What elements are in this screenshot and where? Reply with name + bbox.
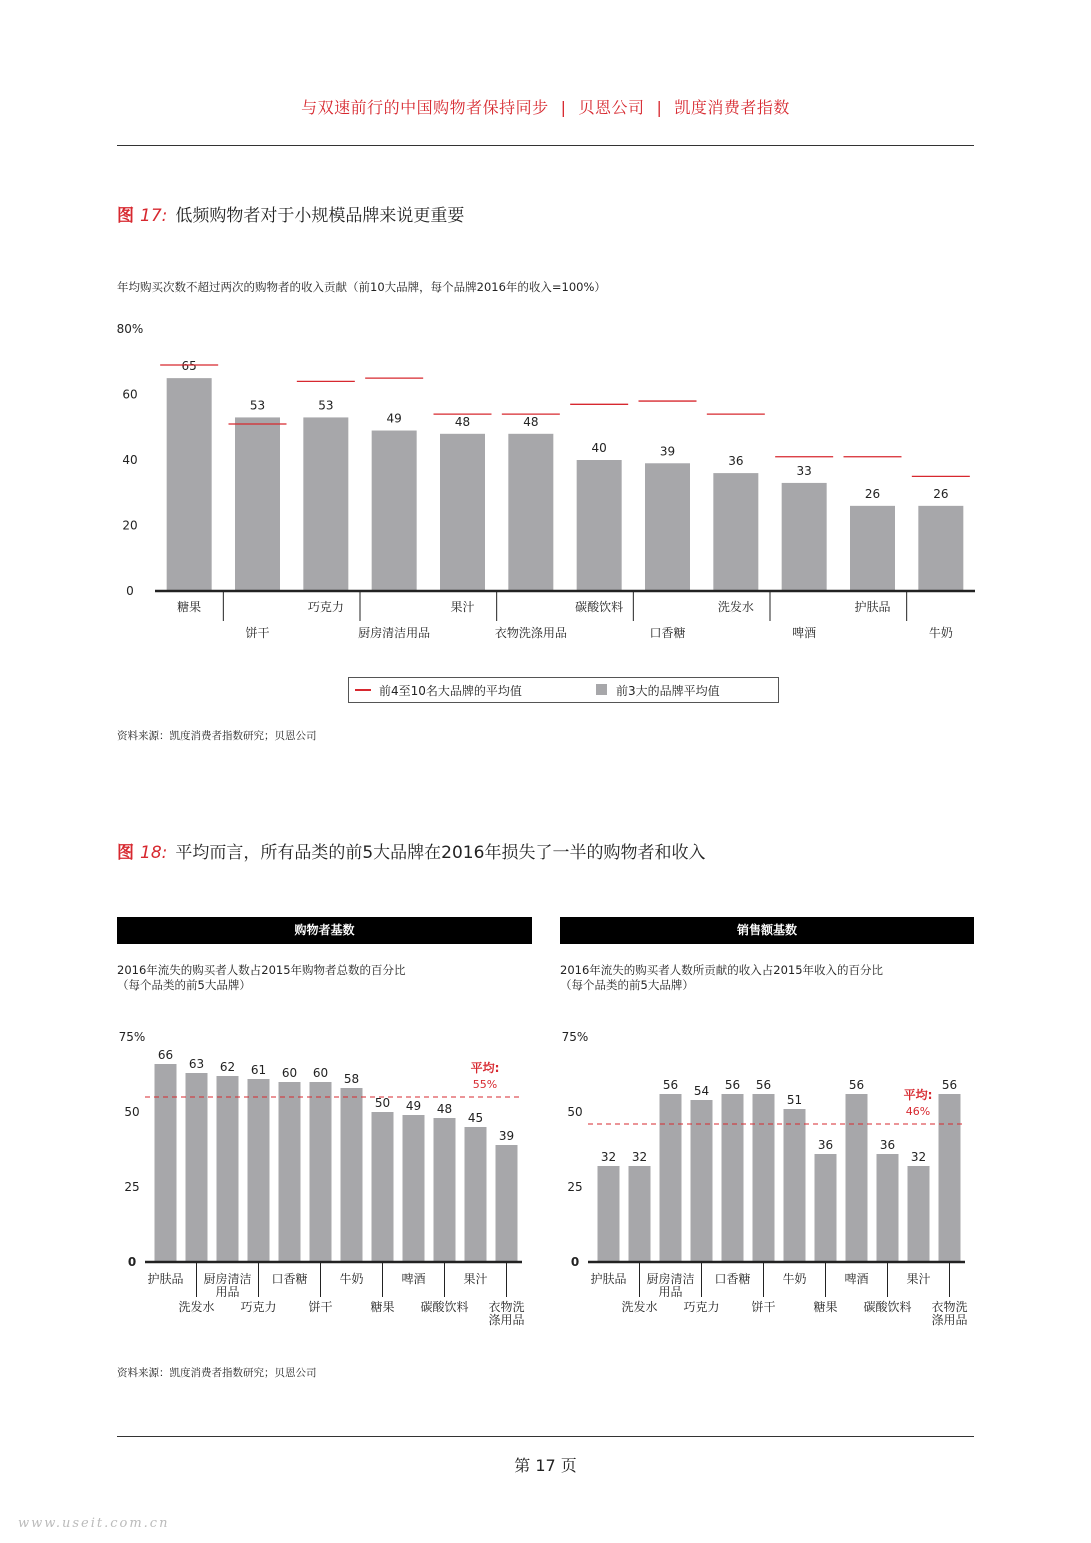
- bar-value-label: 50: [374, 1096, 391, 1110]
- average-value: 55%: [472, 1078, 498, 1091]
- bar-9: [877, 1154, 899, 1262]
- y-tick-label: 50: [567, 1105, 583, 1119]
- figure17-label: 图: [117, 206, 134, 226]
- bar-10: [465, 1127, 487, 1262]
- category-label: 糖果: [813, 1300, 838, 1314]
- category-label: 牛奶: [782, 1272, 807, 1286]
- bar-value-label: 58: [343, 1072, 360, 1086]
- sales-base-chart: [553, 1020, 978, 1340]
- bar-value-label: 56: [724, 1078, 741, 1092]
- bar-4: [722, 1094, 744, 1262]
- bar-value-label: 36: [728, 454, 744, 469]
- bar-7: [815, 1154, 837, 1262]
- category-label: 巧克力: [307, 600, 344, 614]
- bar-value-label: 66: [157, 1048, 174, 1062]
- y-tick-label: 50: [124, 1105, 140, 1119]
- footer-divider: [117, 1436, 974, 1437]
- header-divider: [117, 145, 974, 146]
- bar-5: [310, 1082, 332, 1262]
- y-tick-label: 0: [570, 1255, 580, 1269]
- bar-value-label: 48: [523, 414, 539, 429]
- bar-value-label: 62: [219, 1060, 236, 1074]
- category-label: 饼干: [751, 1300, 776, 1314]
- bar-4: [279, 1082, 301, 1262]
- bar-value-label: 39: [659, 444, 676, 459]
- category-label: 口香糖: [649, 626, 686, 640]
- bar-value-label: 48: [436, 1102, 453, 1116]
- y-tick-label: 25: [124, 1180, 140, 1194]
- category-label: 啤酒: [792, 626, 817, 640]
- bar-top3-6: [577, 460, 622, 591]
- running-header: [0, 95, 1091, 118]
- category-label: 碳酸饮料: [575, 600, 624, 614]
- figure17-title: [117, 201, 464, 226]
- bar-8: [403, 1115, 425, 1262]
- shopper-base-header: 购物者基数: [117, 917, 532, 944]
- bar-value-label: 33: [796, 463, 812, 478]
- y-tick-label: 0: [127, 1255, 137, 1269]
- y-tick-label: 25: [567, 1180, 583, 1194]
- category-label: 口香糖: [714, 1272, 751, 1286]
- bar-1: [629, 1166, 651, 1262]
- bar-value-label: 49: [405, 1099, 422, 1113]
- header-title-3: 凯度消费者指数: [674, 98, 790, 117]
- bar-top3-10: [850, 506, 895, 591]
- bar-10: [908, 1166, 930, 1262]
- category-label: 果汁: [463, 1272, 488, 1286]
- watermark: www.useit.com.cn: [18, 1516, 170, 1531]
- header-separator: |: [656, 98, 663, 117]
- category-label: 厨房清洁用品: [203, 1272, 252, 1299]
- figure17-source: 资料来源：凯度消费者指数研究；贝恩公司: [117, 730, 317, 742]
- figure17-chart: [110, 315, 980, 650]
- bar-top3-0: [167, 378, 212, 591]
- bar-value-label: 60: [312, 1066, 329, 1080]
- bar-top3-1: [235, 417, 280, 591]
- bar-value-label: 32: [600, 1150, 617, 1164]
- category-label: 洗发水: [717, 600, 754, 614]
- category-label: 牛奶: [928, 626, 953, 640]
- category-label: 衣物洗涤用品: [494, 626, 567, 640]
- figure17-subtitle: 年均购买次数不超过两次的购物者的收入贡献（前10大品牌，每个品牌2016年的收入=100%）: [117, 280, 606, 294]
- figure18-source: 资料来源：凯度消费者指数研究；贝恩公司: [117, 1367, 317, 1379]
- bar-value-label: 26: [933, 486, 949, 501]
- bar-0: [598, 1166, 620, 1262]
- bar-6: [784, 1109, 806, 1262]
- bar-3: [248, 1079, 270, 1262]
- bar-value-label: 53: [249, 398, 266, 413]
- legend-gray-bar-swatch: [596, 684, 607, 695]
- category-label: 果汁: [906, 1272, 931, 1286]
- bar-2: [217, 1076, 239, 1262]
- category-label: 巧克力: [240, 1300, 277, 1314]
- bar-top3-2: [303, 417, 348, 591]
- bar-0: [155, 1064, 177, 1262]
- category-label: 衣物洗涤用品: [931, 1300, 968, 1327]
- figure17-legend: [348, 677, 779, 703]
- y-tick-label: 75%: [118, 1030, 146, 1044]
- figure18-number: 18:: [140, 843, 168, 863]
- category-label: 啤酒: [401, 1272, 426, 1286]
- bar-value-label: 36: [817, 1138, 834, 1152]
- bar-top3-3: [372, 431, 417, 591]
- page-number-value: 17: [535, 1456, 556, 1475]
- figure17-title-text: 低频购物者对于小规模品牌来说更重要: [175, 206, 465, 226]
- page-label-post: 页: [560, 1456, 577, 1475]
- bar-value-label: 51: [786, 1093, 803, 1107]
- bar-value-label: 56: [755, 1078, 772, 1092]
- category-label: 饼干: [245, 626, 270, 640]
- y-tick-label: 80%: [116, 322, 144, 336]
- category-label: 啤酒: [844, 1272, 869, 1286]
- figure18-label: 图: [117, 843, 134, 863]
- bar-value-label: 60: [281, 1066, 298, 1080]
- category-label: 糖果: [370, 1300, 395, 1314]
- bar-1: [186, 1073, 208, 1262]
- bar-11: [496, 1145, 518, 1262]
- page-number: [0, 1453, 1091, 1476]
- bar-6: [341, 1088, 363, 1262]
- y-tick-label: 40: [122, 453, 138, 467]
- legend-red-line-swatch: [355, 689, 371, 691]
- figure18-title-text: 平均而言，所有品类的前5大品牌在2016年损失了一半的购物者和收入: [175, 843, 706, 863]
- legend-red-line-label: 前4至10名大品牌的平均值: [379, 684, 522, 698]
- bar-value-label: 54: [693, 1084, 710, 1098]
- category-label: 碳酸饮料: [420, 1300, 469, 1314]
- bar-value-label: 32: [910, 1150, 927, 1164]
- legend-gray-bar-label: 前3大的品牌平均值: [616, 684, 720, 698]
- bar-value-label: 61: [250, 1063, 267, 1077]
- shopper-base-chart: [110, 1020, 535, 1340]
- bar-top3-11: [918, 506, 963, 591]
- bar-value-label: 56: [848, 1078, 865, 1092]
- category-label: 碳酸饮料: [863, 1300, 912, 1314]
- bar-top3-9: [782, 483, 827, 591]
- y-tick-label: 0: [126, 584, 134, 598]
- sales-base-header: 销售额基数: [560, 917, 974, 944]
- y-tick-label: 60: [122, 387, 138, 402]
- category-label: 厨房清洁用品: [358, 626, 431, 640]
- bar-value-label: 56: [941, 1078, 958, 1092]
- bar-value-label: 48: [454, 414, 471, 429]
- header-title-2: 贝恩公司: [578, 98, 645, 117]
- figure17-number: 17:: [140, 206, 168, 226]
- page-label-pre: 第: [514, 1456, 531, 1475]
- bar-9: [434, 1118, 456, 1262]
- header-separator: |: [560, 98, 567, 117]
- category-label: 饼干: [308, 1300, 333, 1314]
- bar-value-label: 53: [318, 398, 334, 413]
- y-tick-label: 20: [122, 518, 138, 533]
- bar-2: [660, 1094, 682, 1262]
- category-label: 洗发水: [621, 1300, 658, 1314]
- bar-7: [372, 1112, 394, 1262]
- bar-top3-4: [440, 434, 485, 591]
- bar-top3-7: [645, 463, 690, 591]
- bar-11: [939, 1094, 961, 1262]
- bar-value-label: 36: [879, 1138, 896, 1152]
- bar-value-label: 49: [386, 411, 402, 426]
- header-title-1: 与双速前行的中国购物者保持同步: [301, 98, 549, 117]
- average-label: 平均:: [470, 1061, 500, 1075]
- bar-8: [846, 1094, 868, 1262]
- figure18-title: [117, 838, 705, 863]
- bar-value-label: 56: [662, 1078, 679, 1092]
- category-label: 衣物洗涤用品: [488, 1300, 525, 1327]
- category-label: 巧克力: [683, 1300, 720, 1314]
- shopper-base-subtitle: 2016年流失的购买者人数占2015年购物者总数的百分比 （每个品类的前5大品牌）: [117, 963, 406, 992]
- bar-value-label: 40: [591, 441, 607, 455]
- sales-base-subtitle: 2016年流失的购买者人数所贡献的收入占2015年收入的百分比 （每个品类的前5大品牌）: [560, 963, 884, 992]
- bar-value-label: 63: [188, 1057, 205, 1071]
- category-label: 糖果: [177, 600, 202, 614]
- bar-5: [753, 1094, 775, 1262]
- category-label: 护肤品: [854, 600, 891, 614]
- category-label: 口香糖: [271, 1272, 308, 1286]
- bar-value-label: 39: [498, 1129, 515, 1143]
- category-label: 护肤品: [147, 1272, 184, 1286]
- category-label: 牛奶: [339, 1272, 364, 1286]
- bar-value-label: 26: [864, 486, 881, 501]
- category-label: 厨房清洁用品: [646, 1272, 695, 1299]
- bar-top3-8: [713, 473, 758, 591]
- average-value: 46%: [905, 1105, 931, 1118]
- category-label: 果汁: [450, 600, 475, 614]
- bar-value-label: 45: [467, 1111, 484, 1125]
- bar-top3-5: [508, 434, 553, 591]
- category-label: 洗发水: [178, 1300, 215, 1314]
- average-label: 平均:: [903, 1088, 933, 1102]
- category-label: 护肤品: [590, 1272, 627, 1286]
- y-tick-label: 75%: [561, 1030, 589, 1044]
- bar-value-label: 65: [181, 359, 197, 374]
- bar-value-label: 32: [631, 1150, 648, 1164]
